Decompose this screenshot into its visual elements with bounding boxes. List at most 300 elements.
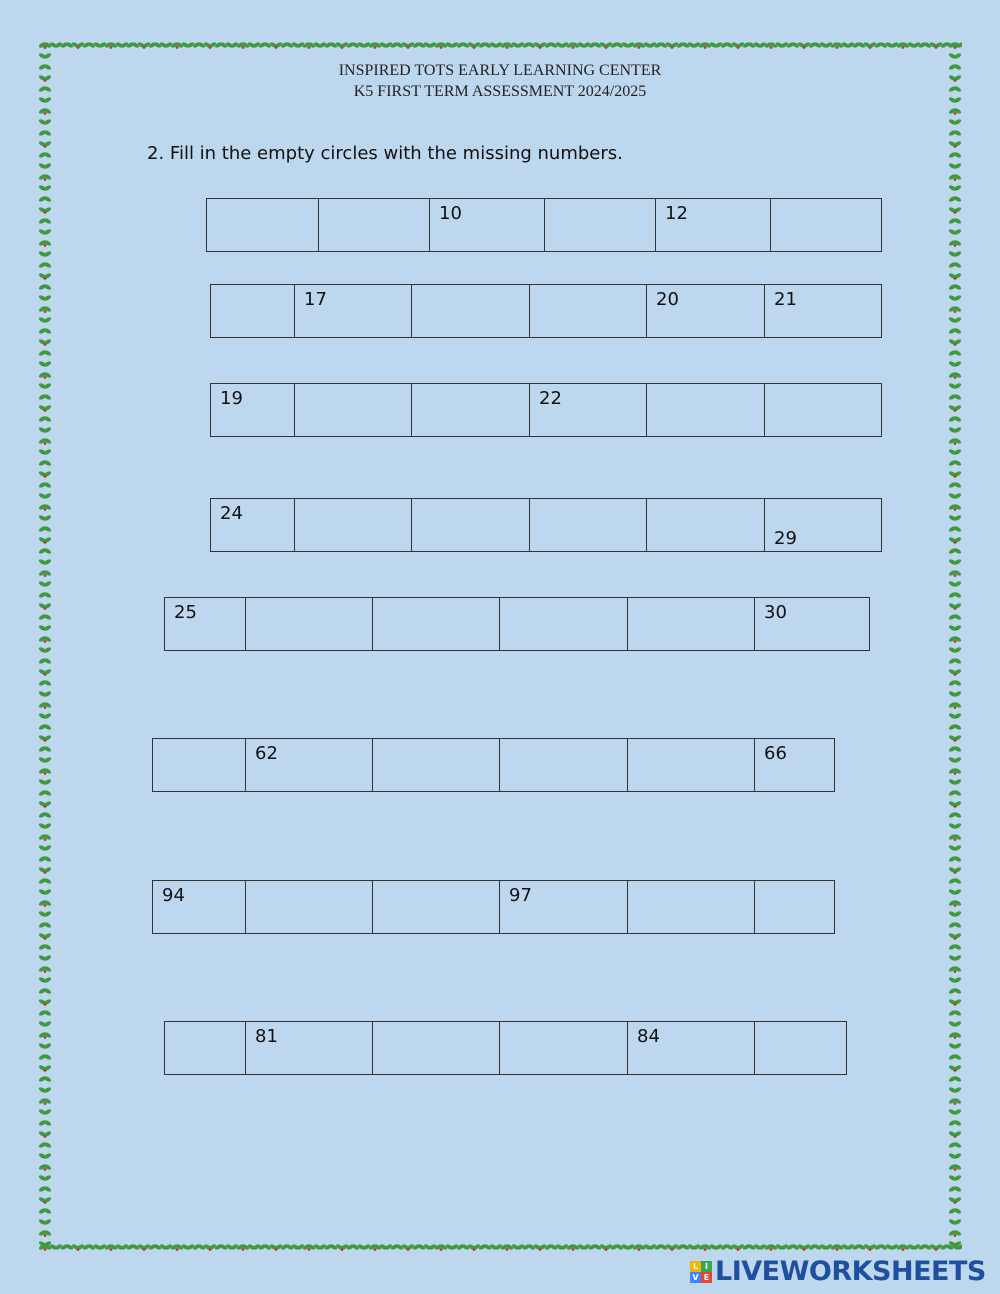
answer-cell-empty[interactable] <box>372 1022 499 1074</box>
holly-sprig <box>38 261 52 268</box>
holly-sprig <box>324 41 338 48</box>
holly-sprig <box>38 1064 52 1072</box>
holly-sprig <box>38 382 52 389</box>
holly-sprig <box>38 888 52 895</box>
given-number-cell <box>245 739 372 791</box>
holly-sprig <box>948 107 962 115</box>
holly-sprig <box>38 569 52 577</box>
holly-sprig <box>38 976 52 983</box>
holly-sprig <box>434 41 448 49</box>
holly-sprig <box>38 789 52 796</box>
holly-sprig <box>181 41 195 48</box>
holly-sprig <box>192 41 206 48</box>
holly-sprig <box>533 41 547 49</box>
answer-cell-empty[interactable] <box>499 739 627 791</box>
answer-cell-empty[interactable] <box>372 598 499 650</box>
holly-sprig <box>948 899 962 907</box>
holly-sprig <box>82 1243 96 1250</box>
holly-sprig <box>742 1243 756 1250</box>
holly-sprig <box>676 41 690 48</box>
holly-sprig <box>588 1243 602 1250</box>
holly-sprig <box>863 1243 877 1251</box>
holly-sprig <box>948 690 962 697</box>
holly-sprig <box>390 1243 404 1250</box>
holly-sprig <box>38 1152 52 1159</box>
holly-sprig <box>38 1163 52 1171</box>
answer-cell-empty[interactable] <box>372 881 499 933</box>
answer-cell-empty[interactable] <box>411 384 529 436</box>
question-instruction: 2. Fill in the empty circles with the missing numbers. <box>147 143 623 164</box>
given-number-cell <box>646 285 764 337</box>
given-number-cell <box>627 1022 754 1074</box>
given-number: 97 <box>509 885 532 906</box>
holly-sprig <box>302 41 316 49</box>
answer-cell-empty[interactable] <box>529 285 646 337</box>
holly-sprig <box>948 580 962 587</box>
holly-sprig <box>885 1243 899 1250</box>
holly-sprig <box>38 657 52 664</box>
holly-sprig <box>500 41 514 49</box>
sequence-row <box>206 198 882 252</box>
holly-sprig <box>863 41 877 49</box>
holly-sprig <box>948 305 962 313</box>
holly-sprig <box>687 41 701 48</box>
holly-sprig <box>948 954 962 961</box>
holly-sprig <box>676 1243 690 1250</box>
holly-sprig <box>599 41 613 49</box>
holly-sprig <box>38 965 52 973</box>
given-number-cell <box>529 384 646 436</box>
holly-sprig <box>38 316 52 323</box>
liveworksheets-logo-icon: L I V E <box>690 1261 712 1283</box>
holly-sprig <box>948 646 962 653</box>
holly-sprig <box>93 41 107 48</box>
answer-cell-empty[interactable] <box>627 739 754 791</box>
holly-sprig <box>948 1174 962 1181</box>
holly-sprig <box>948 910 962 917</box>
answer-cell-empty[interactable] <box>770 199 882 251</box>
answer-cell-empty[interactable] <box>754 1022 847 1074</box>
holly-sprig <box>948 547 962 554</box>
holly-sprig <box>148 1243 162 1250</box>
holly-sprig <box>948 998 962 1006</box>
holly-sprig <box>764 41 778 49</box>
holly-sprig <box>489 41 503 48</box>
holly-sprig <box>38 140 52 148</box>
holly-sprig <box>38 1174 52 1181</box>
holly-sprig <box>38 833 52 841</box>
holly-sprig <box>610 41 624 48</box>
holly-sprig <box>71 1243 85 1251</box>
holly-sprig <box>808 1243 822 1250</box>
answer-cell-empty[interactable] <box>499 1022 627 1074</box>
holly-sprig <box>38 118 52 125</box>
given-number: 20 <box>656 289 679 310</box>
holly-sprig <box>445 41 459 48</box>
holly-sprig <box>948 162 962 169</box>
holly-sprig <box>38 195 52 202</box>
holly-sprig <box>797 41 811 49</box>
holly-sprig <box>720 41 734 48</box>
answer-cell-empty[interactable] <box>294 499 411 551</box>
holly-sprig <box>948 602 962 610</box>
holly-sprig <box>38 41 52 49</box>
holly-sprig <box>948 228 962 235</box>
holly-sprig <box>456 1243 470 1250</box>
holly-sprig <box>258 1243 272 1250</box>
holly-sprig <box>38 1229 52 1237</box>
holly-sprig <box>478 1243 492 1250</box>
holly-sprig <box>38 1240 52 1247</box>
holly-sprig <box>115 41 129 48</box>
holly-sprig <box>38 679 52 686</box>
holly-sprig <box>841 1243 855 1250</box>
holly-sprig <box>948 52 962 59</box>
holly-sprig <box>852 1243 866 1250</box>
holly-sprig <box>38 1108 52 1115</box>
holly-sprig <box>929 41 943 49</box>
answer-cell-empty[interactable] <box>411 499 529 551</box>
given-number-cell <box>429 199 544 251</box>
holly-sprig <box>948 1086 962 1093</box>
holly-sprig <box>225 1243 239 1250</box>
holly-sprig <box>324 1243 338 1250</box>
holly-sprig <box>38 173 52 181</box>
holly-sprig <box>38 954 52 961</box>
holly-sprig <box>38 338 52 346</box>
holly-sprig <box>830 41 844 49</box>
holly-sprig <box>544 41 558 48</box>
holly-sprig <box>948 1141 962 1148</box>
worksheet-header <box>0 60 1000 102</box>
holly-sprig <box>38 1053 52 1060</box>
sequence-row <box>164 597 870 651</box>
holly-sprig <box>38 360 52 367</box>
holly-sprig <box>948 514 962 521</box>
holly-sprig <box>126 1243 140 1250</box>
answer-cell-empty[interactable] <box>646 384 764 436</box>
holly-sprig <box>948 1163 962 1171</box>
holly-sprig <box>948 470 962 478</box>
holly-sprig <box>948 877 962 884</box>
holly-sprig <box>948 1075 962 1082</box>
holly-sprig <box>948 844 962 851</box>
given-number: 22 <box>539 388 562 409</box>
liveworksheets-logo <box>690 1256 986 1287</box>
holly-sprig <box>698 1243 712 1251</box>
holly-sprig <box>38 580 52 587</box>
holly-sprig <box>38 1119 52 1126</box>
holly-sprig <box>401 41 415 49</box>
holly-sprig <box>467 41 481 49</box>
holly-sprig <box>93 1243 107 1250</box>
holly-sprig <box>38 129 52 136</box>
holly-sprig <box>948 459 962 466</box>
holly-sprig <box>38 1009 52 1016</box>
given-number: 81 <box>255 1026 278 1047</box>
holly-sprig <box>511 1243 525 1250</box>
holly-sprig <box>948 789 962 796</box>
holly-border-top <box>38 38 962 52</box>
holly-sprig <box>665 41 679 49</box>
holly-sprig <box>236 1243 250 1251</box>
given-number: 25 <box>174 602 197 623</box>
holly-sprig <box>948 327 962 334</box>
given-number: 12 <box>665 203 688 224</box>
holly-sprig <box>907 41 921 48</box>
answer-cell-empty[interactable] <box>372 739 499 791</box>
holly-sprig <box>71 41 85 49</box>
holly-sprig <box>841 41 855 48</box>
holly-sprig <box>948 393 962 400</box>
holly-sprig <box>38 162 52 169</box>
holly-sprig <box>918 41 932 48</box>
holly-sprig <box>577 1243 591 1250</box>
holly-sprig <box>948 206 962 214</box>
holly-sprig <box>38 470 52 478</box>
holly-sprig <box>38 800 52 808</box>
holly-sprig <box>797 1243 811 1251</box>
answer-cell-empty[interactable] <box>627 598 754 650</box>
holly-sprig <box>632 1243 646 1251</box>
holly-sprig <box>38 998 52 1006</box>
holly-sprig <box>948 360 962 367</box>
holly-sprig <box>258 41 272 48</box>
given-number-cell <box>754 598 870 650</box>
holly-sprig <box>948 503 962 511</box>
holly-sprig <box>203 41 217 49</box>
holly-sprig <box>38 371 52 379</box>
holly-sprig <box>948 1240 962 1247</box>
holly-sprig <box>38 1097 52 1105</box>
holly-sprig <box>948 118 962 125</box>
given-number: 30 <box>764 602 787 623</box>
holly-sprig <box>610 1243 624 1250</box>
answer-cell-empty[interactable] <box>764 384 882 436</box>
given-number-cell <box>655 199 770 251</box>
sequence-row <box>210 383 882 437</box>
holly-sprig <box>948 701 962 709</box>
holly-sprig <box>38 503 52 511</box>
holly-sprig <box>38 206 52 214</box>
holly-sprig <box>38 283 52 290</box>
given-number-cell <box>754 739 835 791</box>
holly-sprig <box>948 613 962 620</box>
holly-sprig <box>808 41 822 48</box>
answer-cell-empty[interactable] <box>245 881 372 933</box>
holly-sprig <box>38 294 52 301</box>
holly-sprig <box>731 41 745 49</box>
holly-sprig <box>948 250 962 257</box>
holly-sprig <box>948 624 962 631</box>
holly-sprig <box>948 756 962 763</box>
holly-sprig <box>948 1031 962 1039</box>
holly-sprig <box>280 1243 294 1250</box>
answer-cell-empty[interactable] <box>754 881 835 933</box>
given-number-cell <box>764 499 882 551</box>
holly-sprig <box>522 1243 536 1250</box>
holly-sprig <box>948 272 962 280</box>
holly-sprig <box>588 41 602 48</box>
given-number-cell <box>211 499 295 551</box>
holly-sprig <box>38 756 52 763</box>
holly-sprig <box>192 1243 206 1250</box>
answer-cell-empty[interactable] <box>646 499 764 551</box>
holly-sprig <box>38 305 52 313</box>
holly-sprig <box>302 1243 316 1251</box>
holly-sprig <box>948 800 962 808</box>
holly-sprig <box>247 41 261 48</box>
holly-sprig <box>38 1196 52 1204</box>
holly-sprig <box>38 987 52 994</box>
holly-sprig <box>390 41 404 48</box>
holly-sprig <box>38 250 52 257</box>
answer-cell-empty[interactable] <box>294 384 411 436</box>
holly-sprig <box>38 591 52 598</box>
holly-sprig <box>456 41 470 48</box>
holly-sprig <box>38 866 52 874</box>
holly-sprig <box>236 41 250 49</box>
answer-cell-empty[interactable] <box>499 598 627 650</box>
holly-sprig <box>412 41 426 48</box>
holly-sprig <box>544 1243 558 1250</box>
holly-sprig <box>181 1243 195 1250</box>
holly-sprig <box>948 569 962 577</box>
holly-sprig <box>948 1207 962 1214</box>
holly-sprig <box>38 1141 52 1148</box>
holly-sprig <box>247 1243 261 1250</box>
given-number: 62 <box>255 743 278 764</box>
holly-sprig <box>159 41 173 48</box>
holly-sprig <box>907 1243 921 1250</box>
holly-sprig <box>643 1243 657 1250</box>
answer-cell-empty[interactable] <box>153 739 246 791</box>
holly-sprig <box>38 459 52 466</box>
holly-sprig <box>38 613 52 620</box>
holly-sprig <box>38 547 52 554</box>
holly-sprig <box>38 712 52 719</box>
holly-sprig <box>948 1152 962 1159</box>
holly-sprig <box>38 690 52 697</box>
answer-cell-empty[interactable] <box>245 598 372 650</box>
holly-sprig <box>357 1243 371 1250</box>
school-name: INSPIRED TOTS EARLY LEARNING CENTER <box>338 62 662 79</box>
holly-sprig <box>948 41 962 49</box>
holly-sprig <box>948 173 962 181</box>
holly-sprig <box>918 1243 932 1250</box>
holly-sprig <box>38 1130 52 1138</box>
holly-sprig <box>948 1097 962 1105</box>
holly-sprig <box>948 1020 962 1027</box>
holly-sprig <box>948 261 962 268</box>
holly-sprig <box>38 1185 52 1192</box>
holly-sprig <box>948 1185 962 1192</box>
holly-sprig <box>434 1243 448 1251</box>
holly-sprig <box>948 932 962 940</box>
answer-cell-empty[interactable] <box>211 285 295 337</box>
holly-sprig <box>38 1020 52 1027</box>
holly-sprig <box>555 41 569 48</box>
holly-sprig <box>533 1243 547 1251</box>
holly-sprig <box>566 1243 580 1251</box>
holly-sprig <box>214 41 228 48</box>
answer-cell-empty[interactable] <box>627 881 754 933</box>
holly-sprig <box>335 1243 349 1251</box>
holly-sprig <box>38 910 52 917</box>
holly-sprig <box>38 404 52 412</box>
answer-cell-empty[interactable] <box>411 285 529 337</box>
holly-sprig <box>38 844 52 851</box>
holly-sprig <box>38 745 52 752</box>
holly-sprig <box>742 41 756 48</box>
holly-sprig <box>948 129 962 136</box>
holly-sprig <box>423 41 437 48</box>
holly-sprig <box>948 404 962 412</box>
answer-cell-empty[interactable] <box>529 499 646 551</box>
answer-cell-empty[interactable] <box>165 1022 246 1074</box>
holly-sprig <box>948 635 962 643</box>
holly-sprig <box>38 855 52 862</box>
holly-sprig <box>948 811 962 818</box>
answer-cell-empty[interactable] <box>544 199 655 251</box>
holly-sprig <box>38 393 52 400</box>
holly-sprig <box>830 1243 844 1251</box>
sequence-row <box>210 498 882 552</box>
holly-sprig <box>38 228 52 235</box>
holly-sprig <box>159 1243 173 1250</box>
holly-sprig <box>948 1009 962 1016</box>
holly-sprig <box>313 1243 327 1250</box>
holly-sprig <box>665 1243 679 1251</box>
holly-sprig <box>948 140 962 148</box>
holly-sprig <box>632 41 646 49</box>
holly-sprig <box>38 877 52 884</box>
holly-sprig <box>225 41 239 48</box>
holly-sprig <box>948 767 962 775</box>
holly-sprig <box>621 1243 635 1250</box>
holly-sprig <box>948 283 962 290</box>
holly-sprig <box>38 437 52 445</box>
given-number: 84 <box>637 1026 660 1047</box>
holly-sprig <box>599 1243 613 1251</box>
holly-sprig <box>38 668 52 676</box>
holly-sprig <box>948 778 962 785</box>
given-number-cell <box>294 285 411 337</box>
holly-sprig <box>874 1243 888 1250</box>
holly-sprig <box>885 41 899 48</box>
holly-sprig <box>38 602 52 610</box>
holly-sprig <box>948 668 962 676</box>
holly-sprig <box>654 1243 668 1250</box>
holly-sprig <box>269 41 283 49</box>
holly-sprig <box>948 943 962 950</box>
holly-sprig <box>764 1243 778 1251</box>
holly-sprig <box>948 1064 962 1072</box>
answer-cell-empty[interactable] <box>318 199 429 251</box>
holly-sprig <box>948 558 962 565</box>
holly-sprig <box>335 41 349 49</box>
holly-sprig <box>38 899 52 907</box>
holly-sprig <box>148 41 162 48</box>
answer-cell-empty[interactable] <box>207 199 319 251</box>
holly-sprig <box>38 811 52 818</box>
liveworksheets-logo-text: LIVEWORKSHEETS <box>715 1256 986 1287</box>
holly-sprig <box>38 481 52 488</box>
holly-sprig <box>948 976 962 983</box>
given-number: 21 <box>774 289 797 310</box>
holly-sprig <box>38 822 52 829</box>
holly-sprig <box>38 734 52 742</box>
